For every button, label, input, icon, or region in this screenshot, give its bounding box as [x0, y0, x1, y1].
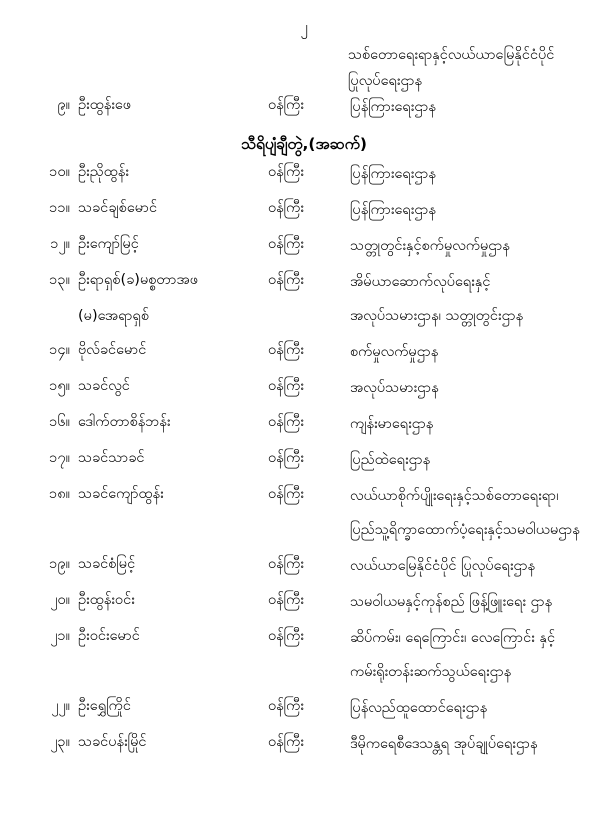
- row-title: ဝန်ကြီး: [268, 734, 304, 750]
- row-number: ၉။: [57, 97, 70, 113]
- row-name: ဦးဝင်းမောင်: [78, 628, 140, 644]
- row-department: သတ္တုတွင်းနှင့်စက်မှုလက်မှုဌာန: [350, 238, 510, 254]
- row-department: အလုပ်သမားဌာန: [350, 380, 439, 396]
- row-title: ဝန်ကြီး: [268, 97, 304, 113]
- row-title: ဝန်ကြီး: [268, 236, 304, 252]
- row-title: ဝန်ကြီး: [268, 414, 304, 430]
- table-row: [0, 235, 608, 271]
- table-row: [0, 271, 608, 307]
- row-department-continued: ပြည်သူ့ရိက္ခာထောက်ပံ့ရေးနှင့်သမဝါယမဌာန: [350, 522, 580, 538]
- row-name: ဗိုလ်ခင်မောင်: [78, 342, 147, 358]
- row-title: ဝန်ကြီး: [268, 592, 304, 608]
- table-row: [0, 555, 608, 591]
- row-name-continued: [78, 521, 268, 555]
- row-title: ဝန်ကြီး: [268, 486, 304, 502]
- row-title: ဝန်ကြီး: [268, 378, 304, 394]
- row-department: ဆိပ်ကမ်း၊ ရေကြောင်း၊ လေကြောင်း နှင့်: [350, 630, 555, 646]
- row-number: ၁၄။: [49, 342, 70, 358]
- row-number: ၂၂။: [51, 698, 70, 714]
- row-number: ၁၂။: [50, 236, 70, 252]
- row-name: ဦးထွန်းဝင်း: [78, 592, 135, 608]
- spacer: [268, 663, 350, 697]
- row-department: ပြန်ကြားရေးဌာန: [350, 99, 436, 115]
- table-row-continuation: [0, 307, 608, 341]
- table-row: [0, 413, 608, 449]
- table-row: [0, 199, 608, 235]
- row-title: ဝန်ကြီး: [268, 698, 304, 714]
- table-row: [0, 96, 608, 132]
- row-name: ဦးရွှေကြိုင်: [78, 698, 131, 714]
- row-department-continued: ကမ်းရိုးတန်းဆက်သွယ်ရေးဌာန: [350, 664, 512, 680]
- row-name: ဦးထွန်းဖေ: [78, 97, 132, 113]
- row-number: ၁၀။: [49, 164, 70, 180]
- row-name: ဦးညိုထွန်း: [78, 164, 129, 180]
- row-name: သခင်လွင်: [78, 378, 130, 394]
- continued-heading-block: [0, 44, 608, 96]
- row-department-continued: အလုပ်သမားဌာန၊ သတ္တုတွင်းဌာန: [350, 308, 524, 324]
- row-number: ၁၅။: [49, 378, 70, 394]
- continued-line-2: ပြုလုပ်ရေးဌာန: [348, 73, 422, 89]
- table-row: [0, 163, 608, 199]
- row-title: ဝန်ကြီး: [268, 272, 304, 288]
- row-department: စက်မှုလက်မှုဌာန: [350, 344, 439, 360]
- row-title: ဝန်ကြီး: [268, 450, 304, 466]
- row-title: ဝန်ကြီး: [268, 164, 304, 180]
- table-row-continuation: [0, 663, 608, 697]
- row-number: ၁၆။: [49, 414, 70, 430]
- spacer: [268, 521, 350, 555]
- row-title: ဝန်ကြီး: [268, 200, 304, 216]
- row-number: ၂၁။: [50, 628, 70, 644]
- row-name: ဒေါက်တာစိန်ဘန်း: [78, 414, 171, 430]
- row-department: ပြန်ကြားရေးဌာန: [350, 202, 436, 218]
- row-number: ၁၇။: [49, 450, 70, 466]
- spacer: [268, 307, 350, 341]
- spacer: [0, 307, 78, 341]
- row-department: ပြန်လည်ထူထောင်ရေးဌာန: [350, 700, 488, 716]
- row-number: ၁၁။: [49, 200, 70, 216]
- row-name: သခင်သာခင်: [78, 450, 145, 466]
- row-department: သမဝါယမနှင့်ကုန်စည် ဖြန့်ဖြူးရေး ဌာန: [350, 594, 553, 610]
- spacer: [0, 663, 78, 697]
- row-department: ကျန်းမာရေးဌာန: [350, 416, 434, 432]
- row-title: ဝန်ကြီး: [268, 342, 304, 358]
- row-number: ၁၉။: [49, 556, 70, 572]
- row-name: ဦးရာရှစ်(ခ)မစ္စတာအဖ: [78, 272, 199, 288]
- table-row-continuation: [0, 521, 608, 555]
- table-row: [0, 733, 608, 769]
- table-row: [0, 341, 608, 377]
- row-name-continued: (မ)အေရာရှစ်: [78, 308, 149, 324]
- row-department: ပြည်ထဲရေးဌာန: [350, 452, 431, 468]
- row-name: သခင်ကျော်ထွန်း: [78, 486, 164, 502]
- row-name: သခင်ပန်းမြိုင်: [78, 734, 147, 750]
- row-department: လယ်ယာစိုက်ပျိုးရေးနှင့်သစ်တောရေးရာ၊: [350, 488, 559, 504]
- table-row: [0, 697, 608, 733]
- section-heading: သီရိပျံချီတွဲ,(အဆက်): [241, 135, 367, 153]
- row-name: သခင်စံမြင့်: [78, 556, 136, 572]
- table-row: [0, 627, 608, 663]
- spacer: [0, 521, 78, 555]
- row-title: ဝန်ကြီး: [268, 556, 304, 572]
- table-row: [0, 485, 608, 521]
- row-title: ဝန်ကြီး: [268, 628, 304, 644]
- page-number: ၂: [300, 18, 308, 36]
- row-number: ၁၃။: [49, 272, 70, 288]
- row-number: ၂၃။: [50, 734, 70, 750]
- row-number: ၂၀။: [50, 592, 70, 608]
- row-number: ၁၈။: [49, 486, 70, 502]
- table-row: [0, 449, 608, 485]
- row-name-continued: [78, 663, 268, 697]
- table-row: [0, 377, 608, 413]
- row-department: အိမ်ယာဆောက်လုပ်ရေးနှင့်: [350, 274, 491, 290]
- row-department: ပြန်ကြားရေးဌာန: [350, 166, 436, 182]
- continued-line-1: သစ်တောရေးရာနှင့်လယ်ယာမြေနိုင်ငံပိုင်: [348, 47, 555, 63]
- table-row: [0, 591, 608, 627]
- row-name: ဦးကျော်မြင့်: [78, 236, 139, 252]
- row-name: သခင်ချစ်မောင်: [78, 200, 157, 216]
- row-department: လယ်ယာမြေနိုင်ငံပိုင် ပြုလုပ်ရေးဌာန: [350, 558, 536, 574]
- document-body: [0, 44, 608, 769]
- row-department: ဒီမိုကရေစီဒေသန္တရ အုပ်ချုပ်ရေးဌာန: [350, 736, 538, 752]
